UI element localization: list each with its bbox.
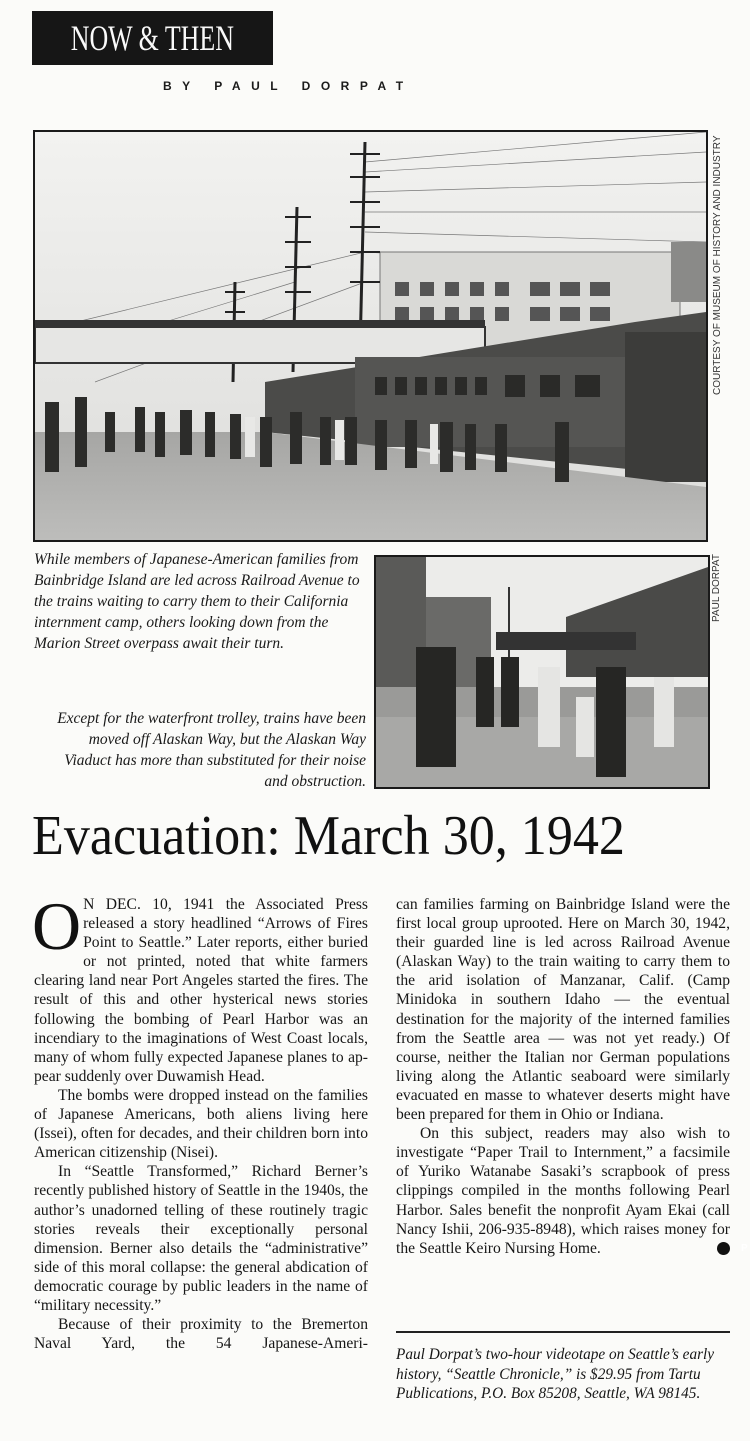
historic-photo-caption: While members of Japanese-American families from Bainbridge Island are led across Railroad Avenue to the trains waiting to carry them to their California internment camp, others looking down from the Marion Street overpass await their turn. bbox=[34, 551, 360, 652]
historic-photo bbox=[33, 130, 708, 542]
article-column-right bbox=[396, 895, 748, 1258]
column-masthead bbox=[32, 11, 273, 65]
article-paragraph-text: On this subject, readers may also wish to investigate “Paper Trail to Internment,” a facsimile of Yuriko Watanabe Sasaki’s scrapbook of press clippings compiled in the months following Pearl Harbor. Sales benefit the nonprofit Ayam Ekai (call Nancy Ishii, 206-935-8948), which raises money for the Seattle Keiro Nursing Home. bbox=[396, 1125, 730, 1257]
article-paragraph: The bombs were dropped instead on the families of Japanese Americans, both aliens living here (Issei), often for decades, and their children born into American citizenship (Nisei). bbox=[34, 1086, 368, 1162]
article-headline: Evacuation: March 30, 1942 bbox=[32, 805, 625, 867]
article-paragraph: Because of their proximity to the Bremerton Naval Yard, the 54 Japanese-Ameri- bbox=[34, 1316, 368, 1353]
videotape-promo: Paul Dorpat’s two-hour videotape on Seattle’s early history, “Seattle Chronicle,” is $29.95 from Tartu Publications, P.O. Box 85208, Seattle, WA 98145. bbox=[396, 1346, 715, 1402]
article-paragraph bbox=[396, 1124, 748, 1258]
contemporary-photo-caption: Except for the waterfront trolley, trains have been moved off Alaskan Way, but the Alaskan Way Viaduct has more than substituted for their noise and obstruction. bbox=[57, 710, 366, 790]
historic-photo-illustration bbox=[35, 132, 706, 540]
drop-cap: O bbox=[32, 888, 82, 964]
contemporary-photo-illustration bbox=[376, 557, 708, 787]
masthead-title: NOW & THEN bbox=[70, 18, 235, 58]
article-paragraph: can families farming on Bainbridge Island were the first local group uprooted. Here on March 30, 1942, their guarded line is led across Railroad Avenue (Alaskan Way) to the train waiting to carry them to the arid isolation of Manzanar, Calif. (Camp Minidoka in southern Idaho — the eventual destination for the majority of the interned families from the Seattle area — was not yet ready.) Of course, neither the Italian nor German populations living along the Atlantic seaboard were similarly evacuated en masse to whatever deserts might have been prepared for them in Ohio or Indiana. bbox=[396, 896, 730, 1124]
contemporary-photo bbox=[374, 555, 710, 789]
historic-photo-credit: COURTESY OF MUSEUM OF HISTORY AND INDUSTRY bbox=[712, 135, 723, 395]
article-column-left bbox=[32, 888, 368, 1353]
article-paragraph-text: N DEC. 10, 1941 the Associated Press released a story headlined “Arrows of Fires Point to Seattle.” Later reports, either buried or not printed, noted that white farmers clearing land near Port Angeles started the fires. The result of this and other hysterical news stories following the bombing of Pearl Harbor was an incendiary to the imaginations of West Coast locals, many of whom fully expected Japanese planes to appear suddenly over Duwamish Head. bbox=[34, 896, 368, 1085]
article-paragraph bbox=[32, 888, 368, 1086]
end-mark-icon: P bbox=[717, 1242, 730, 1255]
divider-rule bbox=[396, 1331, 730, 1333]
article-paragraph: In “Seattle Transformed,” Richard Berner’s recently published history of Seattle in the 1940s, the author’s unadorned telling of these routinely tragic stories reveals their exceptionally personal dimension. Berner also details the “administrative” side of this moral collapse: the general abdication of democratic courage by public leaders in the name of “military necessity.” bbox=[34, 1163, 368, 1314]
contemporary-photo-credit: PAUL DORPAT bbox=[711, 554, 722, 622]
byline: BY PAUL DORPAT bbox=[163, 79, 414, 93]
